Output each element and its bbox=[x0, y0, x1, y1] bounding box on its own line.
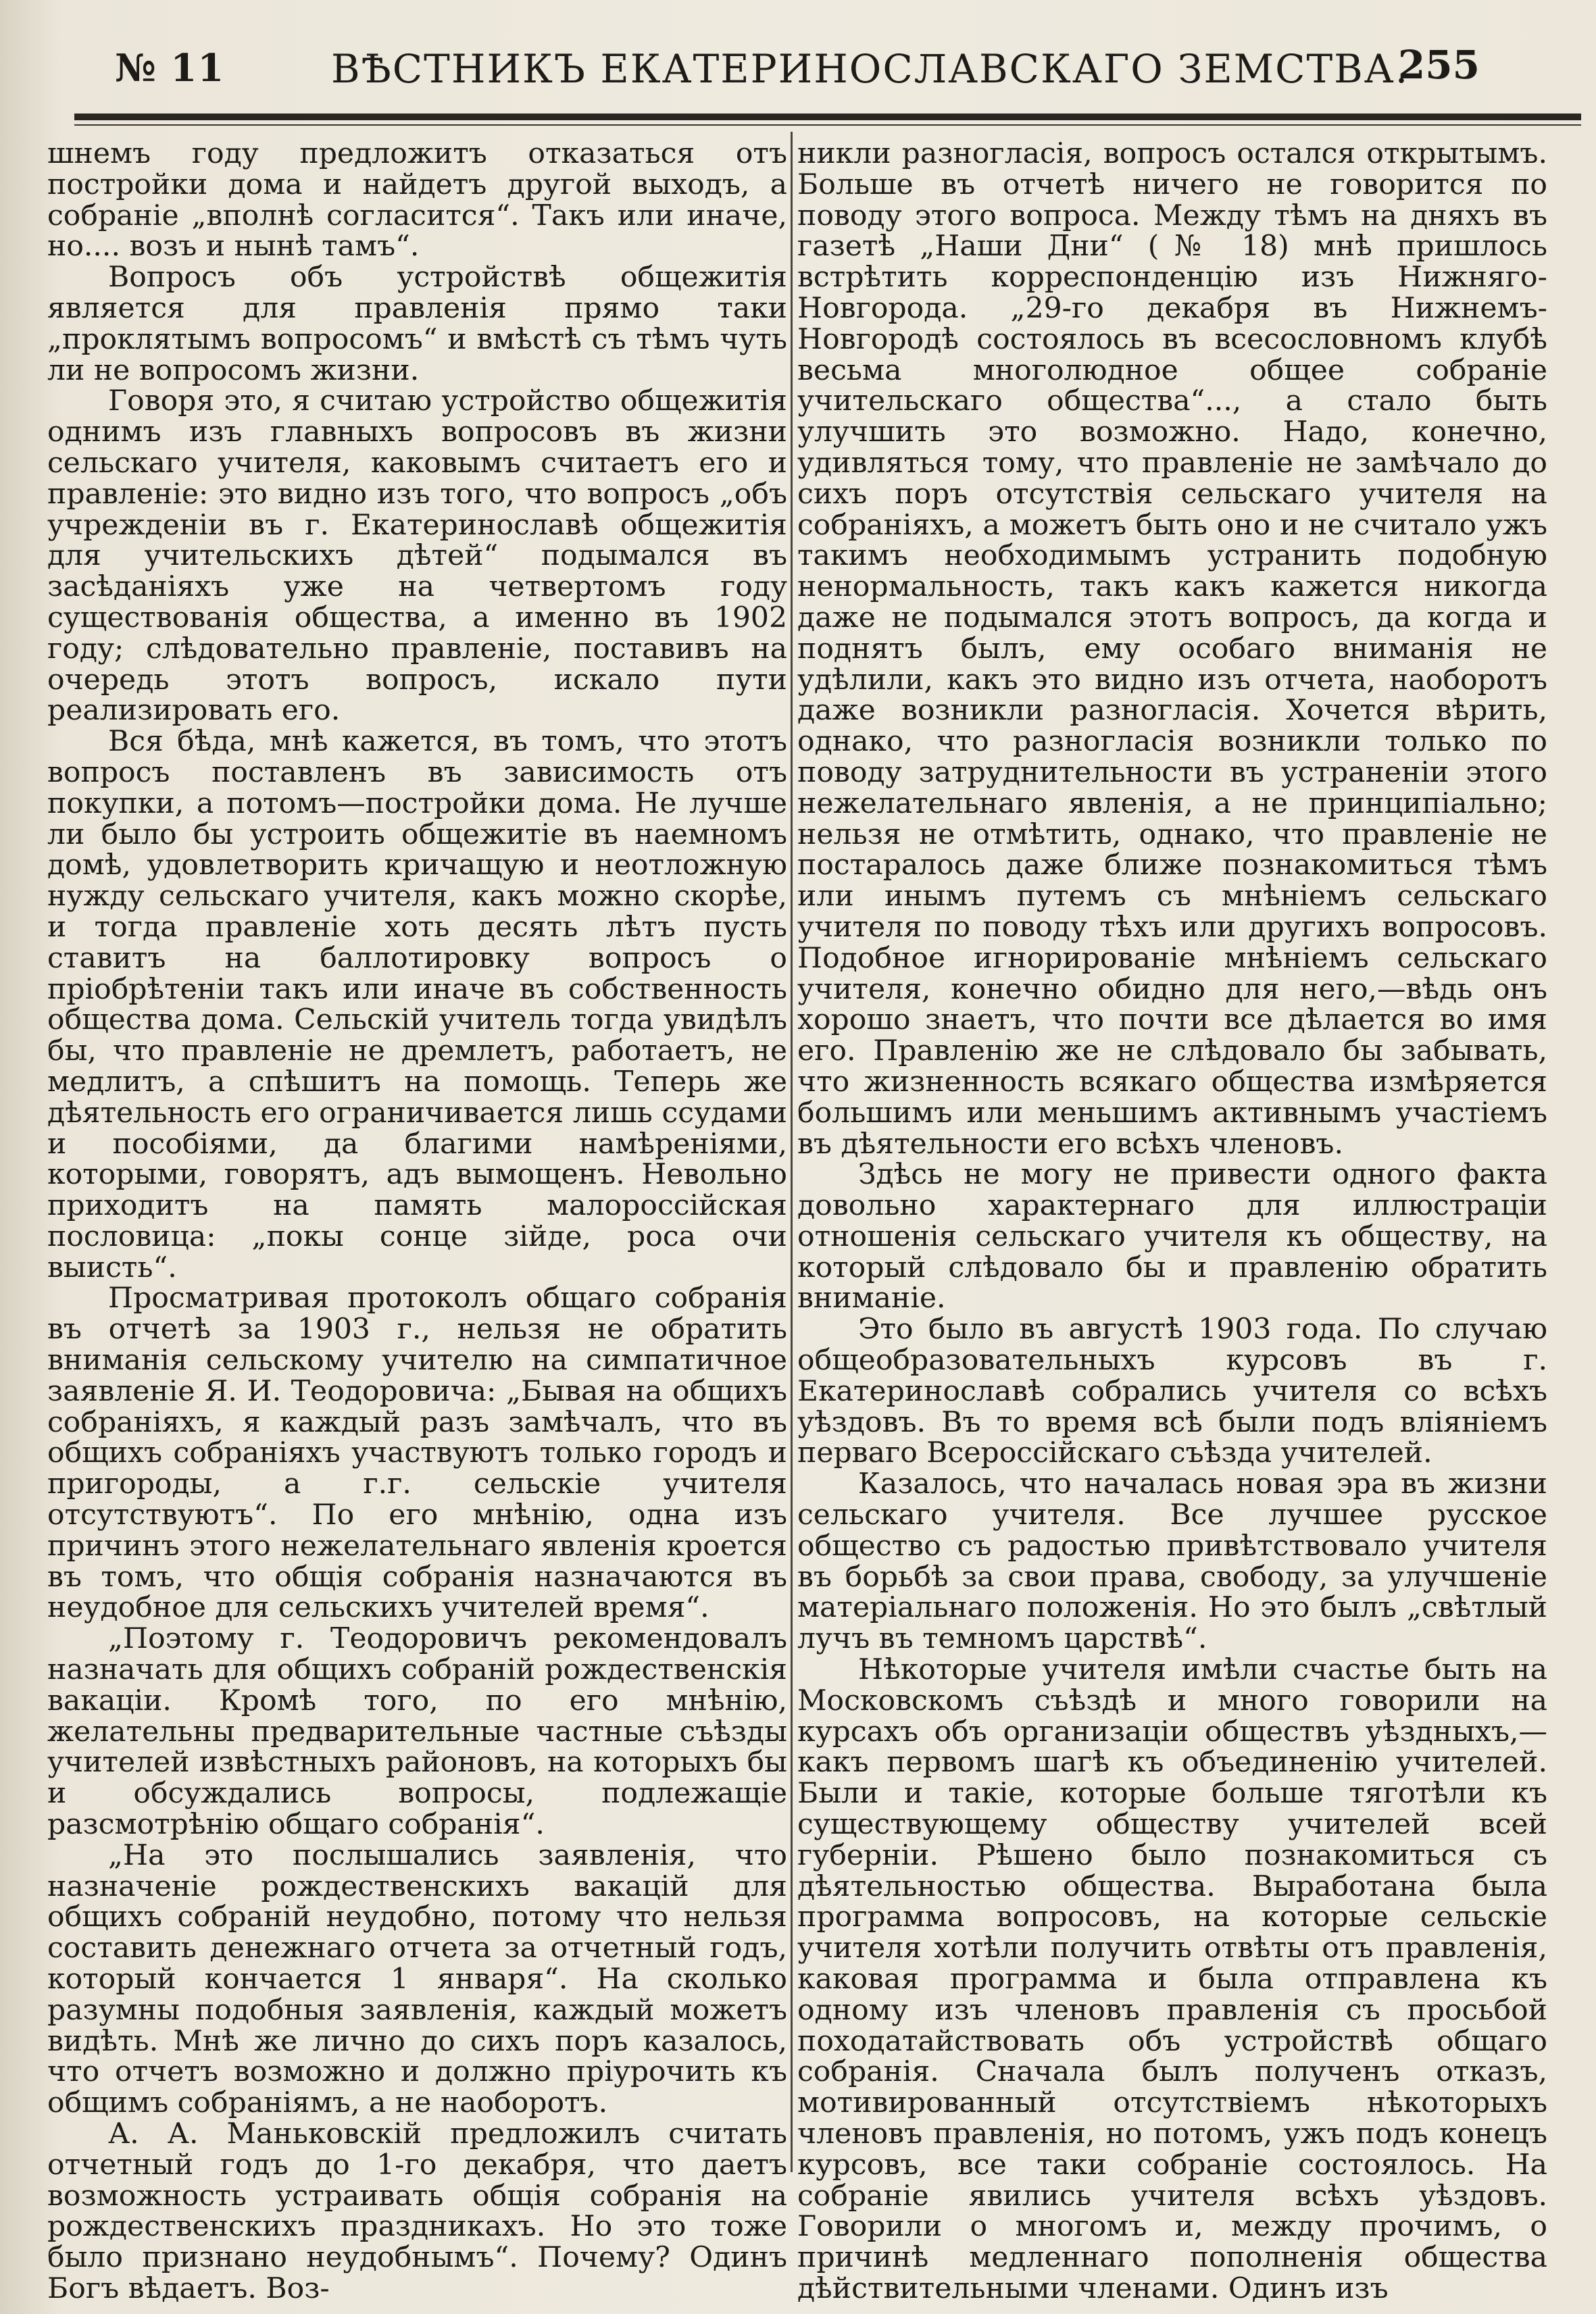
paragraph: шнемъ году предложитъ отказаться отъ постройки дома и найдетъ другой выходъ, а собраніе „вполнѣ согласится“. Такъ или иначе, но.... возъ и нынѣ тамъ“. bbox=[47, 137, 787, 263]
issue-number: № 11 bbox=[115, 46, 225, 91]
paragraph: Просматривая протоколъ общаго собранія въ отчетѣ за 1903 г., нельзя не обратить вниманія сельскому учителю на симпатичное заявленіе Я. И. Теодоровича: „Бывая на общихъ собраніяхъ, я каждый разъ замѣчалъ, что въ общихъ собраніяхъ участвуютъ только городъ и пригороды, а г.г. сельскіе учителя отсутствуютъ“. По его мнѣнію, одна изъ причинъ этого нежелательнаго явленія кроется въ томъ, что общія собранія назначаются въ неудобное для сельскихъ учителей время“. bbox=[47, 1282, 787, 1625]
paragraph: Казалось, что началась новая эра въ жизни сельскаго учителя. Все лучшее русское общество съ радостью привѣтствовало учителя въ борьбѣ за свои права, свободу, за улучшеніе матеріальнаго положенія. Но это былъ „свѣтлый лучъ въ темномъ царствѣ“. bbox=[797, 1467, 1547, 1656]
page-number: 255 bbox=[1397, 42, 1480, 88]
paragraph: Вся бѣда, мнѣ кажется, въ томъ, что этотъ вопросъ поставленъ въ зависимость отъ покупки, а потомъ—постройки дома. Не лучше ли было бы устроить общежитіе въ наемномъ домѣ, удовлетворить кричащую и неотложную нужду сельскаго учителя, какъ можно скорѣе, и тогда правленіе хоть десять лѣтъ пусть ставитъ на баллотировку вопросъ о пріобрѣтеніи такъ или иначе въ собственность общества дома. Сельскій учитель тогда увидѣлъ бы, что правленіе не дремлетъ, работаетъ, не медлитъ, а спѣшитъ на помощь. Теперь же дѣятельность его ограничивается лишь ссудами и пособіями, да благими намѣреніями, которыми, говорятъ, адъ вымощенъ. Невольно приходитъ на память малороссійская пословица: „покы сонце зійде, роса очи выисть“. bbox=[47, 725, 787, 1284]
paragraph: „Поэтому г. Теодоровичъ рекомендовалъ назначать для общихъ собраній рождественскія вакаціи. Кромѣ того, по его мнѣнію, желательны предварительные частные съѣзды учителей извѣстныхъ районовъ, на которыхъ бы и обсуждались вопросы, подлежащіе разсмотрѣнію общаго собранія“. bbox=[47, 1622, 787, 1842]
paragraph: Говоря это, я считаю устройство общежитія однимъ изъ главныхъ вопросовъ въ жизни сельскаго учителя, каковымъ считаетъ его и правленіе: это видно изъ того, что вопросъ „объ учрежденіи въ г. Екатеринославѣ общежитія для учительскихъ дѣтей“ подымался въ засѣданіяхъ уже на четвертомъ году существованія общества, а именно въ 1902 году; слѣдовательно правленіе, поставивъ на очередь этотъ вопросъ, искало пути реализировать его. bbox=[47, 384, 787, 728]
left-column bbox=[47, 139, 787, 2305]
paragraph: А. А. Маньковскій предложилъ считать отчетный годъ до 1-го декабря, что даетъ возможность устраивать общія собранія на рождественскихъ праздникахъ. Но это тоже было признано неудобнымъ“. Почему? Одинъ Богъ вѣдаетъ. Воз- bbox=[47, 2117, 787, 2305]
paragraph: Это было въ августѣ 1903 года. По случаю общеобразовательныхъ курсовъ въ г. Екатеринославѣ собрались учителя со всѣхъ уѣздовъ. Въ то время всѣ были подъ вліяніемъ перваго Всероссійскаго съѣзда учителей. bbox=[797, 1313, 1547, 1470]
header-rule-thin bbox=[74, 124, 1581, 126]
paragraph: Здѣсь не могу не привести одного факта довольно характернаго для иллюстраціи отношенія сельскаго учителя къ обществу, на который слѣдовало бы и правленію обратить вниманіе. bbox=[797, 1158, 1547, 1315]
paragraph: Нѣкоторые учителя имѣли счастье быть на Московскомъ съѣздѣ и много говорили на курсахъ объ организаціи обществъ уѣздныхъ,—какъ первомъ шагѣ къ объединенію учителей. Были и такіе, которые больше тяготѣли къ существующему обществу учителей всей губерніи. Рѣшено было познакомиться съ дѣятельностью общества. Выработана была программа вопросовъ, на которые сельскіе учителя хотѣли получить отвѣты отъ правленія, каковая программа и была отправлена къ одному изъ членовъ правленія съ просьбой походатайствовать объ устройствѣ общаго собранія. Сначала былъ полученъ отказъ, мотивированный отсутствіемъ нѣкоторыхъ членовъ правленія, но потомъ, ужъ подъ конецъ курсовъ, все таки собраніе состоялось. На собраніе явились учителя всѣхъ уѣздовъ. Говорили о многомъ и, между прочимъ, о причинѣ медленнаго пополненія общества дѣйствительными членами. Одинъ изъ bbox=[797, 1653, 1547, 2305]
right-column bbox=[797, 139, 1547, 2305]
paragraph: никли разногласія, вопросъ остался открытымъ. Больше въ отчетѣ ничего не говорится по поводу этого вопроса. Между тѣмъ на дняхъ въ газетѣ „Наши Дни“ (№ 18) мнѣ пришлось встрѣтить корреспонденцію изъ Нижняго-Новгорода. „29-го декабря въ Нижнемъ-Новгородѣ состоялось въ всесословномъ клубѣ весьма многолюдное общее собраніе учительскаго общества“..., а стало быть улучшить это возможно. Надо, конечно, удивляться тому, что правленіе не замѣчало до сихъ поръ отсутствія сельскаго учителя на собраніяхъ, а можетъ быть оно и не считало ужъ такимъ необходимымъ устранить подобную ненормальность, такъ какъ кажется никогда даже не подымался этотъ вопросъ, да когда и поднятъ былъ, ему особаго вниманія не удѣлили, какъ это видно изъ отчета, наоборотъ даже возникли разногласія. Хочется вѣрить, однако, что разногласія возникли только по поводу затруднительности въ устраненіи этого нежелательнаго явленія, а не принципіально; нельзя не отмѣтить, однако, что правленіе не постаралось даже ближе познакомиться тѣмъ или инымъ путемъ съ мнѣніемъ сельскаго учителя по поводу тѣхъ или другихъ вопросовъ. Подобное игнорированіе мнѣніемъ сельскаго учителя, конечно обидно для него,—вѣдь онъ хорошо знаетъ, что почти все дѣлается во имя его. Правленію же не слѣдовало бы забывать, что жизненность всякаго общества измѣряется большимъ или меньшимъ активнымъ участіемъ въ дѣятельности его всѣхъ членовъ. bbox=[797, 137, 1547, 1161]
page-header bbox=[74, 27, 1480, 95]
column-divider bbox=[791, 132, 793, 2172]
paragraph: „На это послышались заявленія, что назначеніе рождественскихъ вакацій для общихъ собраній неудобно, потому что нельзя составить денежнаго отчета за отчетный годъ, который кончается 1 января“. На сколько разумны подобныя заявленія, каждый можетъ видѣть. Мнѣ же лично до сихъ поръ казалось, что отчетъ возможно и должно пріурочить къ общимъ собраніямъ, а не наоборотъ. bbox=[47, 1838, 787, 2120]
publication-title: ВѢСТНИКЪ ЕКАТЕРИНОСЛАВСКАГО ЗЕМСТВА. bbox=[331, 46, 1410, 92]
paragraph: Вопросъ объ устройствѣ общежитія является для правленія прямо таки „проклятымъ вопросомъ“ и вмѣстѣ съ тѣмъ чуть ли не вопросомъ жизни. bbox=[47, 261, 787, 387]
header-rule bbox=[74, 114, 1581, 120]
